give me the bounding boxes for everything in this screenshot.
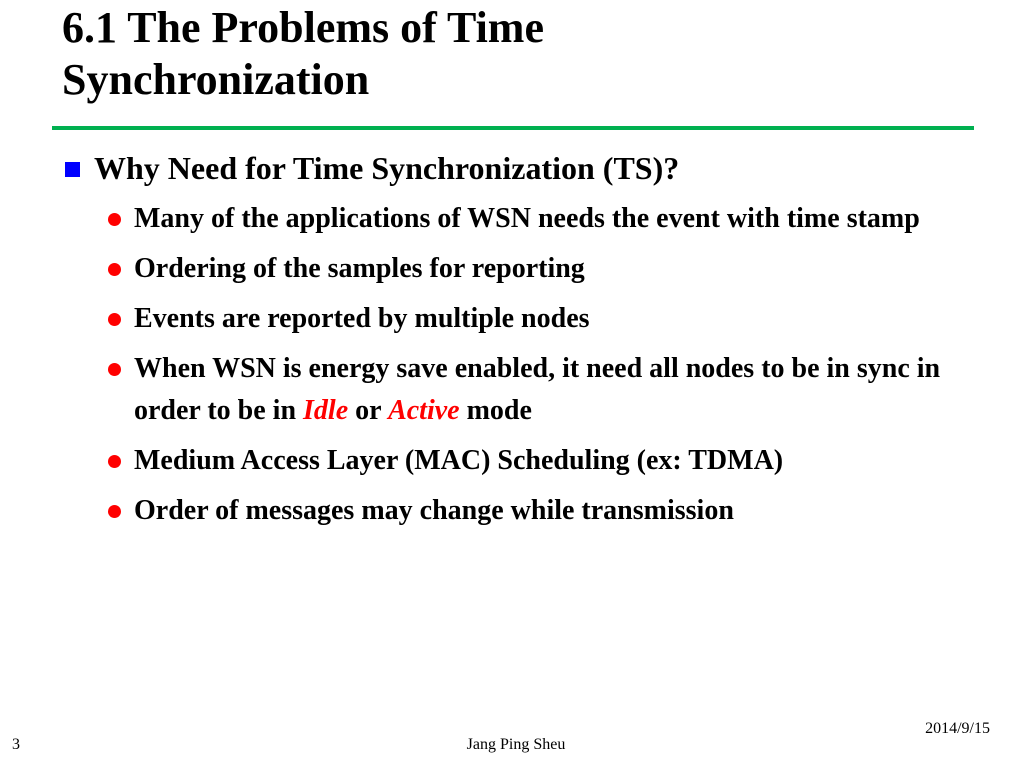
- dot-bullet-icon: [108, 455, 121, 468]
- highlight-idle: Idle: [303, 395, 349, 426]
- list-item-message-order: [106, 490, 966, 532]
- dot-bullet-icon: [108, 313, 121, 326]
- dot-bullet-icon: [108, 363, 121, 376]
- list-item-text: Ordering of the samples for reporting: [134, 253, 585, 284]
- slide-title: [62, 2, 962, 106]
- list-item-text: Events are reported by multiple nodes: [134, 303, 590, 334]
- main-bullet-text: Why Need for Time Synchronization (TS)?: [94, 150, 680, 186]
- dot-bullet-icon: [108, 263, 121, 276]
- footer-date: 2014/9/15: [925, 720, 990, 737]
- highlight-active: Active: [388, 395, 460, 426]
- list-item-ordering: [106, 248, 966, 290]
- sub-bullet-list: [106, 198, 966, 540]
- list-item-mac-scheduling: [106, 440, 966, 482]
- dot-bullet-icon: [108, 213, 121, 226]
- square-bullet-icon: [65, 162, 80, 177]
- list-item-text: Medium Access Layer (MAC) Scheduling (ex: TDMA): [134, 445, 784, 476]
- list-item-text: Order of messages may change while transmission: [134, 495, 734, 526]
- list-item-text-part: When WSN is energy save enabled, it need all nodes to be in sync in order to be in: [134, 353, 941, 426]
- slide-title-line-1: 6.1 The Problems of Time: [62, 3, 544, 52]
- list-item-text: Many of the applications of WSN needs the event with time stamp: [134, 203, 920, 234]
- list-item-applications: [106, 198, 966, 240]
- footer-author: Jang Ping Sheu: [466, 736, 566, 753]
- list-item-text-part: mode: [459, 395, 532, 426]
- list-item-events: [106, 298, 966, 340]
- dot-bullet-icon: [108, 505, 121, 518]
- page-number: 3: [12, 736, 20, 753]
- slide-title-line-2: Synchronization: [62, 55, 370, 104]
- list-item-energy-save: [106, 348, 966, 432]
- title-divider: [52, 126, 974, 130]
- list-item-text-part: or: [348, 395, 389, 426]
